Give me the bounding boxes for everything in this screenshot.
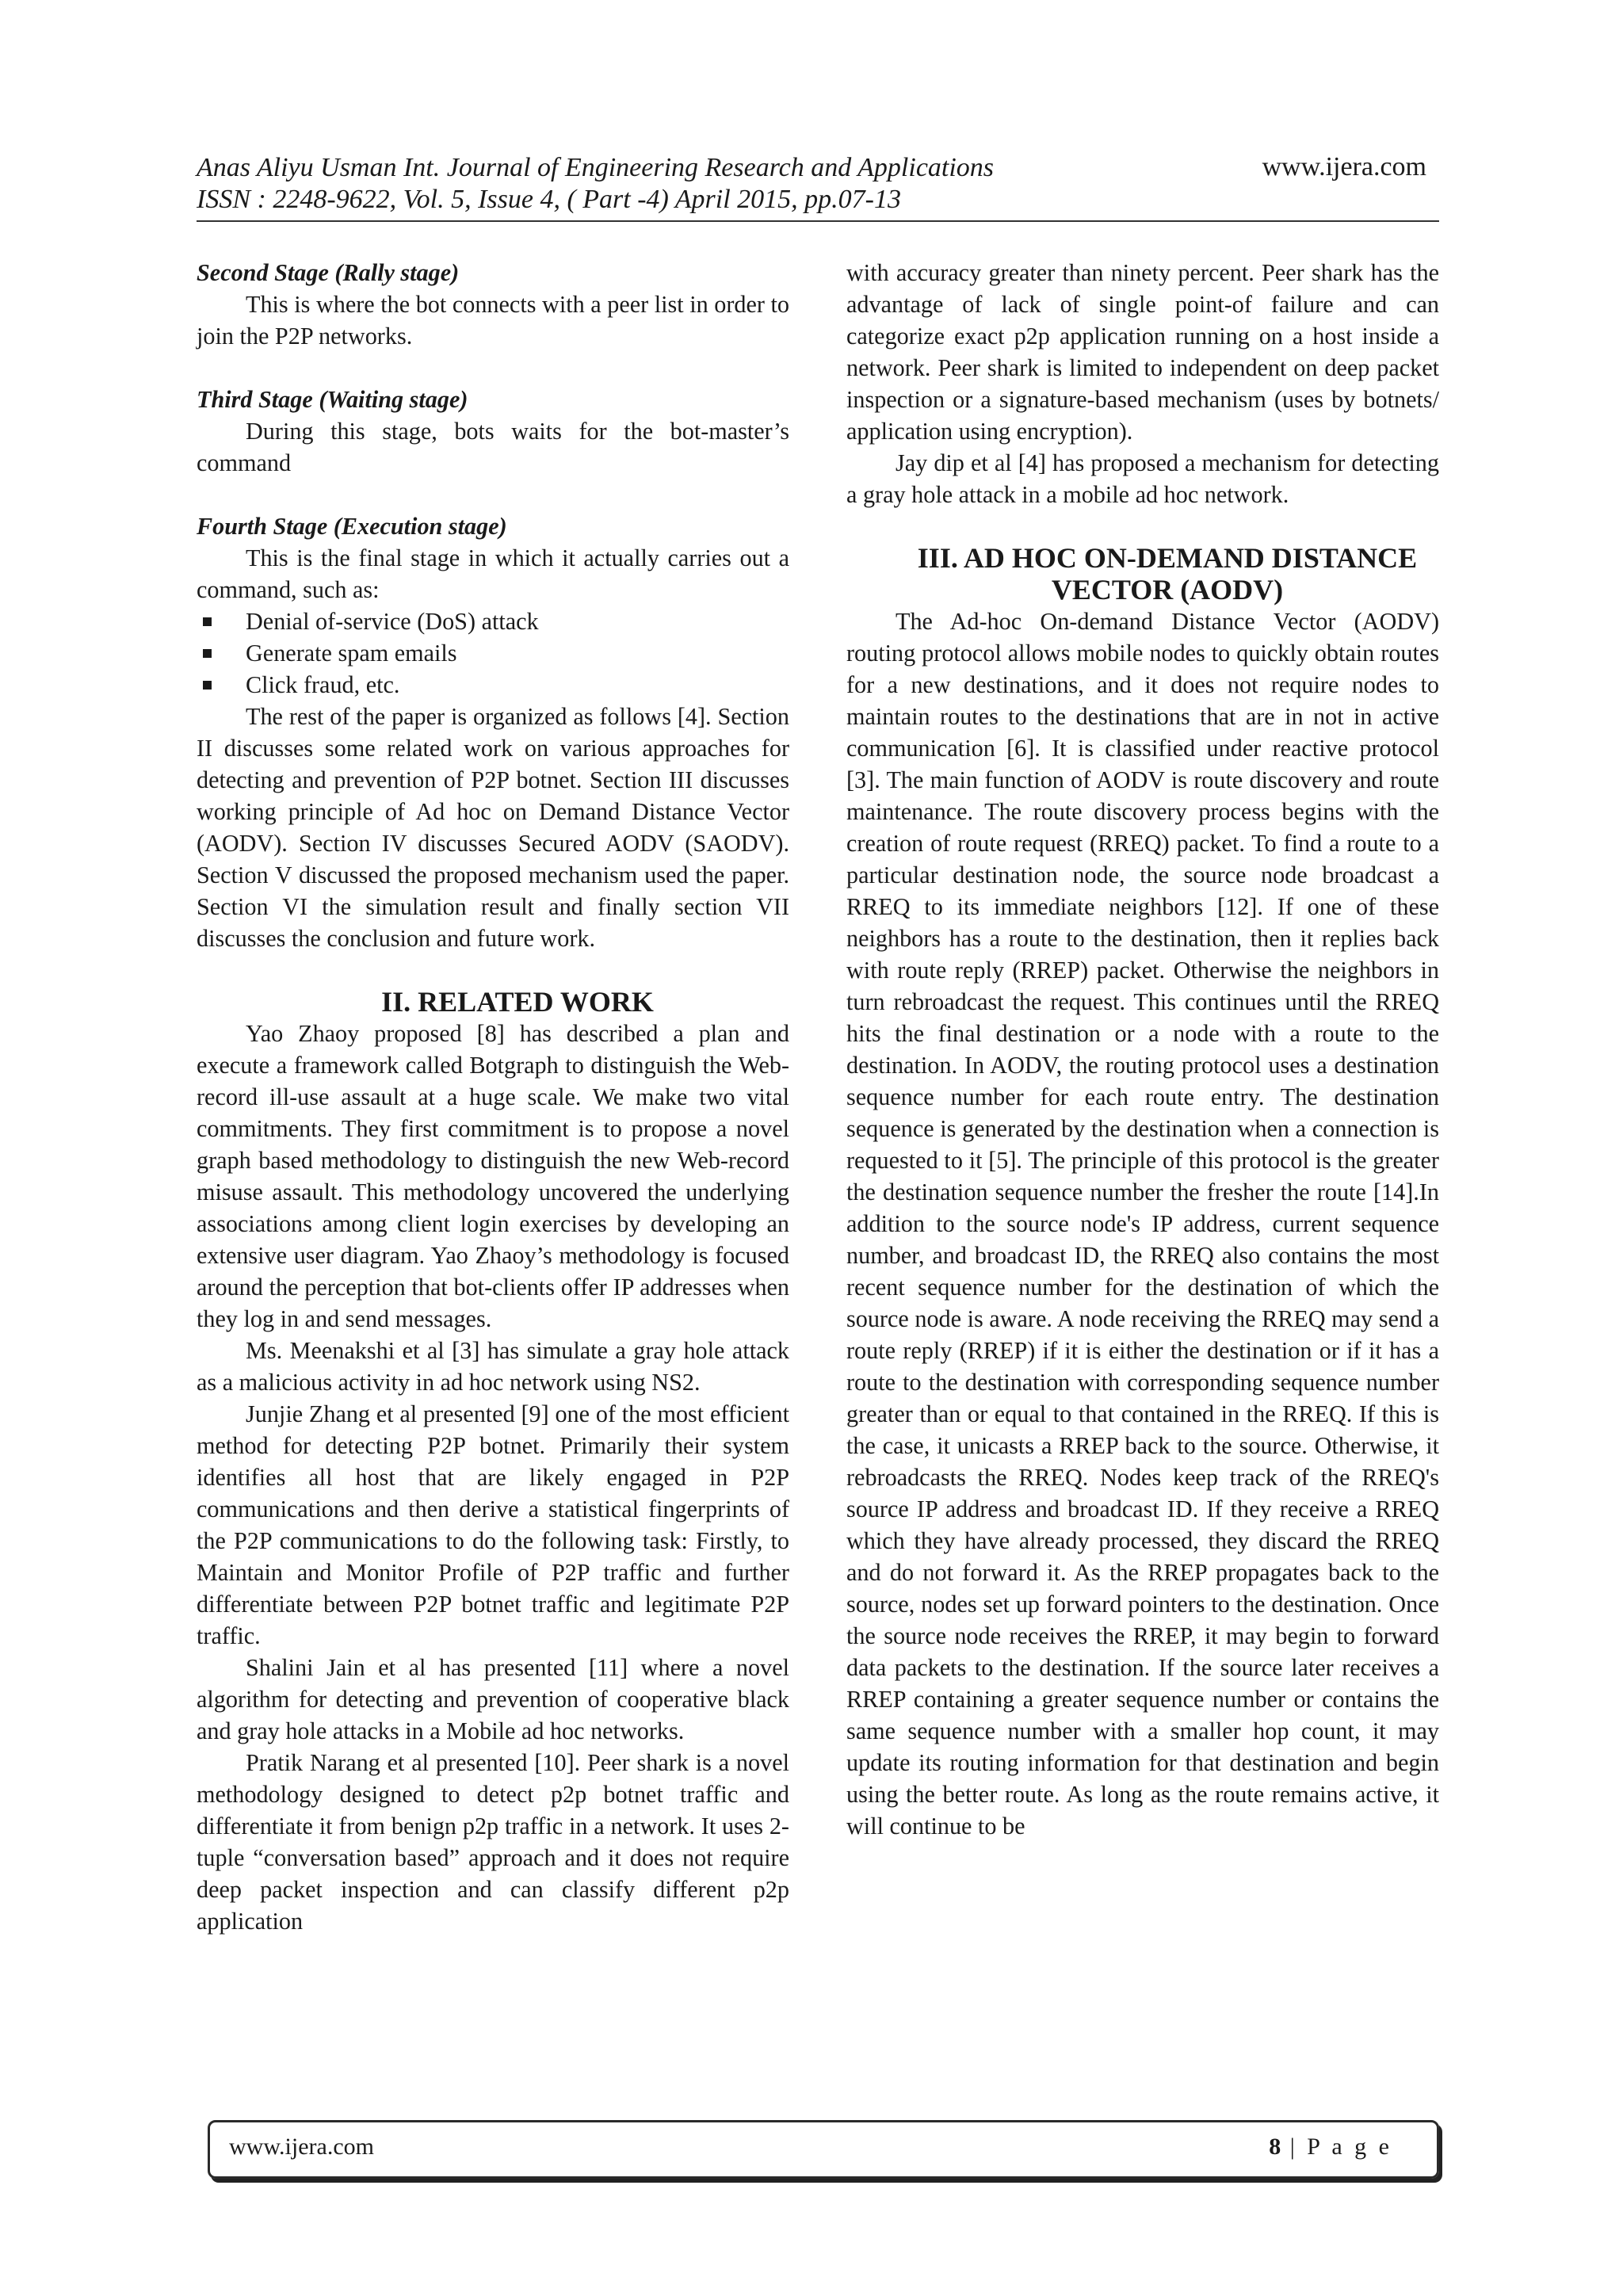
related-work-paragraph: Pratik Narang et al presented [10]. Peer shark is a novel methodology designed to detect p2p botnet traffic and differentiate it from benign p2p traffic in a network. It uses 2-tuple “conversation based” approach and it does not require deep packet inspection and can classify different p2p application (197, 1749, 789, 1935)
section3-heading-line2: VECTOR (AODV) (1051, 574, 1284, 606)
left-column (197, 257, 789, 1937)
section2-heading: II. RELATED WORK (381, 986, 654, 1018)
related-work-paragraph: Ms. Meenakshi et al [3] has simulate a gray hole attack as a malicious activity in ad hoc network using NS2. (197, 1337, 789, 1396)
related-work-paragraph: Shalini Jain et al has presented [11] where a novel algorithm for detecting and prevention of cooperative black and gray hole attacks in a Mobile ad hoc networks. (197, 1654, 789, 1744)
header-website-link[interactable]: www.ijera.com (1262, 152, 1426, 181)
page-label: | P a g e (1281, 2134, 1392, 2160)
attack-list (197, 606, 789, 701)
running-header (197, 152, 1439, 222)
right-column (846, 257, 1439, 1842)
footer-website-link[interactable]: www.ijera.com (229, 2134, 374, 2160)
continued-paragraph: with accuracy greater than ninety percent. Peer shark has the advantage of lack of single point-of failure and can categorize exact p2p application running on a host inside a network. Peer shark is limited to independent on deep packet inspection or a signature-based mechanism (uses by botnets/ application using encryption). (846, 259, 1439, 445)
stage2-paragraph: This is where the bot connects with a peer list in order to join the P2P networks. (197, 291, 789, 350)
journal-title-line: Anas Aliyu Usman Int. Journal of Engineering Research and Applications (197, 153, 995, 182)
aodv-paragraph: The Ad-hoc On-demand Distance Vector (AODV) routing protocol allows mobile nodes to quickly obtain routes for a new destinations, and it does not require nodes to maintain routes to the destinations that are in not in active communication [6]. It is classified under reactive protocol [3]. The main function of AODV is route discovery and route maintenance. The route discovery process begins with the creation of route request (RREQ) packet. To find a route to a particular destination node, the source node broadcast a RREQ to its immediate neighbors [12]. If one of these neighbors has a route to the destination, then it replies back with route reply (RREP) packet. Otherwise the neighbors in turn rebroadcast the request. This continues until the RREQ hits the final destination or a node with a route to the destination. In AODV, the routing protocol uses a destination sequence number for each route entry. The destination sequence is generated by the destination when a connection is requested to it [5]. The principle of this protocol is the greater the destination sequence number the fresher the route [14].In addition to the source node's IP address, current sequence number, and broadcast ID, the RREQ also contains the most recent sequence number for the destination of which the source node is aware. A node receiving the RREQ may send a route reply (RREP) if it is either the destination or if it has a route to the destination with corresponding sequence number greater than or equal to that contained in the RREQ. If this is the case, it unicasts a RREP back to the source. Otherwise, it rebroadcasts the RREQ. Nodes keep track of the RREQ's source IP address and broadcast ID. If they receive a RREQ which they have already processed, they discard the RREQ and do not forward it. As the RREP propagates back to the source, nodes set up forward pointers to the destination. Once the source node receives the RREP, it may begin to forward data packets to the destination. If the source later receives a RREP containing a greater sequence number or contains the same sequence number with a smaller hop count, it may update its routing information for that destination and begin using the better route. As long as the route remains active, it will continue to be (846, 608, 1439, 1839)
stage3-heading: Third Stage (Waiting stage) (197, 386, 468, 413)
page-number (1269, 2134, 1392, 2160)
page-footer (208, 2120, 1439, 2179)
organization-paragraph: The rest of the paper is organized as follows [4]. Section II discusses some related work on various approaches for detecting and prevention of P2P botnet. Section III discusses working principle of Ad hoc on Demand Distance Vector (AODV). Section IV discusses Secured AODV (SAODV). Section V discussed the proposed mechanism used the paper. Section VI the simulation result and finally section VII discusses the conclusion and future work. (197, 703, 789, 952)
list-item: Click fraud, etc. (197, 669, 789, 701)
list-item: Denial of-service (DoS) attack (197, 606, 789, 637)
stage3-paragraph: During this stage, bots waits for the bot-master’s command (197, 418, 789, 476)
section3-heading-line1: III. AD HOC ON-DEMAND DISTANCE (917, 542, 1418, 574)
stage4-heading: Fourth Stage (Execution stage) (197, 513, 507, 540)
page-number-value: 8 (1269, 2134, 1281, 2160)
jaydip-paragraph: Jay dip et al [4] has proposed a mechanism for detecting a gray hole attack in a mobile ad hoc network. (846, 449, 1439, 508)
list-item: Generate spam emails (197, 637, 789, 669)
stage2-heading: Second Stage (Rally stage) (197, 259, 460, 286)
related-work-paragraph: Junjie Zhang et al presented [9] one of the most efficient method for detecting P2P botnet. Primarily their system identifies all host that are likely engaged in P2P communications and then derive a statistical fingerprints of the P2P communications to do the following task: Firstly, to Maintain and Monitor Profile of P2P traffic and further differentiate between P2P botnet traffic and legitimate P2P traffic. (197, 1400, 789, 1649)
issn-line: ISSN : 2248-9622, Vol. 5, Issue 4, ( Part -4) April 2015, pp.07-13 (197, 185, 901, 214)
related-work-paragraph: Yao Zhaoy proposed [8] has described a plan and execute a framework called Botgraph to distinguish the Web-record ill-use assault at a huge scale. We make two vital commitments. They first commitment is to propose a novel graph based methodology to distinguish the new Web-record misuse assault. This methodology uncovered the underlying associations among client login exercises by developing an extensive user diagram. Yao Zhaoy’s methodology is focused around the perception that bot-clients offer IP addresses when they log in and send messages. (197, 1020, 789, 1332)
stage4-paragraph: This is the final stage in which it actually carries out a command, such as: (197, 544, 789, 603)
